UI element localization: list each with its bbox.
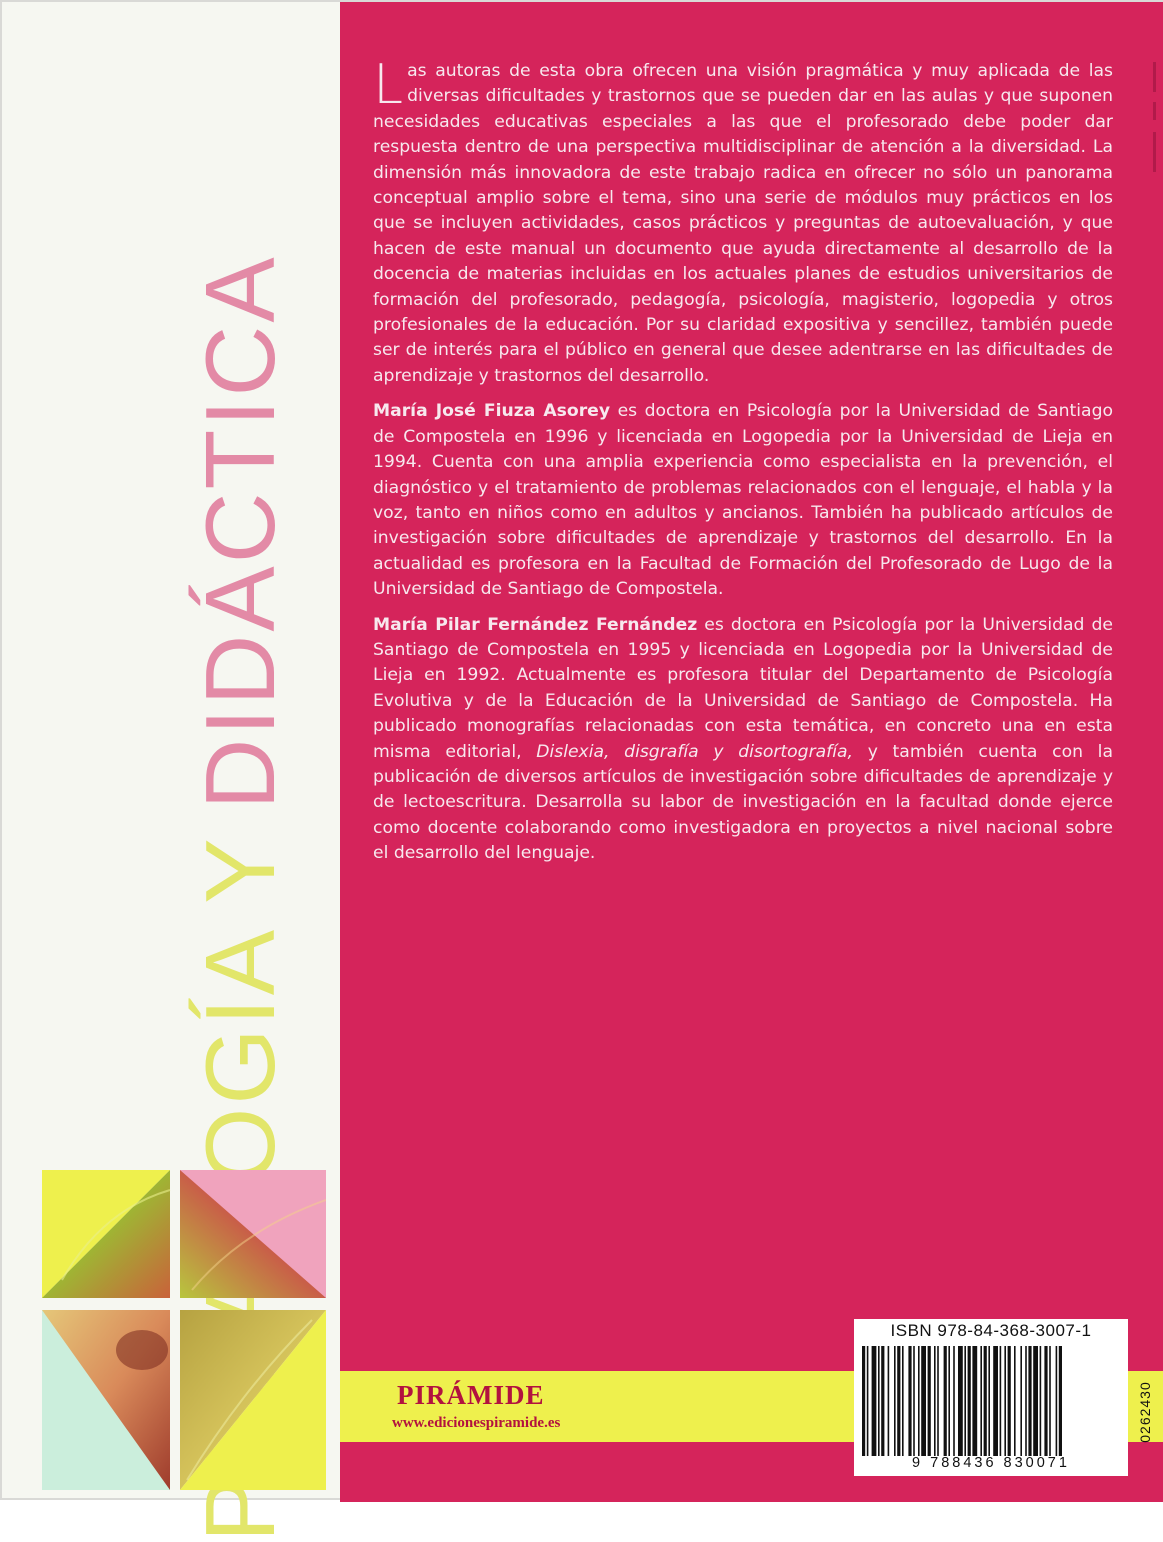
author1-name: María José Fiuza Asorey <box>373 401 611 422</box>
author2-paragraph <box>373 613 1113 867</box>
author1-bio: es doctora en Psicología por la Universidad de Santiago de Compostela en 1996 y licenciada en Logopedia por la Universidad de Lieja en 1994. Cuenta con una amplia experiencia como especialista en la prevención, el diagnóstico y el tratamiento de problemas relacionados con el lenguaje, el habla y la voz, tanto en niños como en adultos y ancianos. También ha publicado artículos de investigación sobre dificultades de aprendizaje y trastornos del desarrollo. En la actualidad es profesora en la Facultad de Formación del Profesorado de Lugo de la Universidad de Santiago de Compostela. <box>373 401 1113 600</box>
side-code <box>1135 1362 1155 1462</box>
barcode-digits: 9 788436 830071 <box>912 1455 1070 1471</box>
isbn-number: ISBN 978-84-368-3007-1 <box>890 1321 1092 1340</box>
author1-paragraph <box>373 399 1113 602</box>
author2-name: María Pilar Fernández Fernández <box>373 614 698 635</box>
back-cover-text <box>373 53 1113 877</box>
drop-cap: L <box>373 53 404 116</box>
leaf-tile-mosaic <box>42 1170 326 1490</box>
author2-bio-part1: es doctora en Psicología por la Universidad de Santiago de Compostela en 1995 y licenciada en Logopedia por la Universidad de Lieja en 1992. Actualmente es profesora titular del Departamento de Psicología Evolutiva y de la Educación de la Universidad de Santiago de Compostela. Ha publicado monografías relacionadas con esta temática, en concreto una en esta misma editorial, <box>373 614 1113 762</box>
publisher-website: www.edicionespiramide.es <box>392 1415 561 1431</box>
synopsis-text: as autoras de esta obra ofrecen una visión pragmática y muy aplicada de las diversas dificultades y trastornos que se pueden dar en las aulas y que suponen necesidades educativas especiales a las que el profesorado debe poder dar respuesta dentro de una perspectiva multidisciplinar de atención a la diversidad. La dimensión más innovadora de este trabajo radica en ofrecer no sólo un panorama conceptual amplio sobre el tema, sino una serie de módulos muy prácticos en los que se incluyen actividades, casos prácticos y preguntas de autoevaluación, y que hacen de este manual un documento que ayuda directamente al desarrollo de la docencia de materias incluidas en los actuales planes de estudios universitarios de formación del profesorado, pedagogía, psicología, magisterio, logopedia y otros profesionales de la educación. Por su claridad expositiva y sencillez, también puede ser de interés para el público en general que desee adentrarse en las dificultades de aprendizaje y trastornos del desarrollo. <box>373 61 1113 386</box>
print-marks <box>1152 62 1158 182</box>
author2-book-title: Dislexia, disgrafía y disortografía, <box>536 741 854 762</box>
side-code-text: 0262430 <box>1137 1381 1153 1443</box>
barcode-label <box>854 1319 1128 1476</box>
author2-bio-part2: y también cuenta con la publicación de diversos artículos de investigación sobre dificultades de aprendizaje y de lectoescritura. Desarrolla su labor de investigación en la facultad donde ejerce como docente colaborando como investigadora en proyectos a nivel nacional sobre el desarrollo del lenguaje. <box>373 741 1113 864</box>
series-title-didactica: DIDÁCTICA <box>185 254 295 810</box>
synopsis-paragraph <box>373 53 1113 389</box>
barcode-bars <box>860 1346 1122 1456</box>
publisher-name: PIRÁMIDE <box>397 1380 545 1410</box>
